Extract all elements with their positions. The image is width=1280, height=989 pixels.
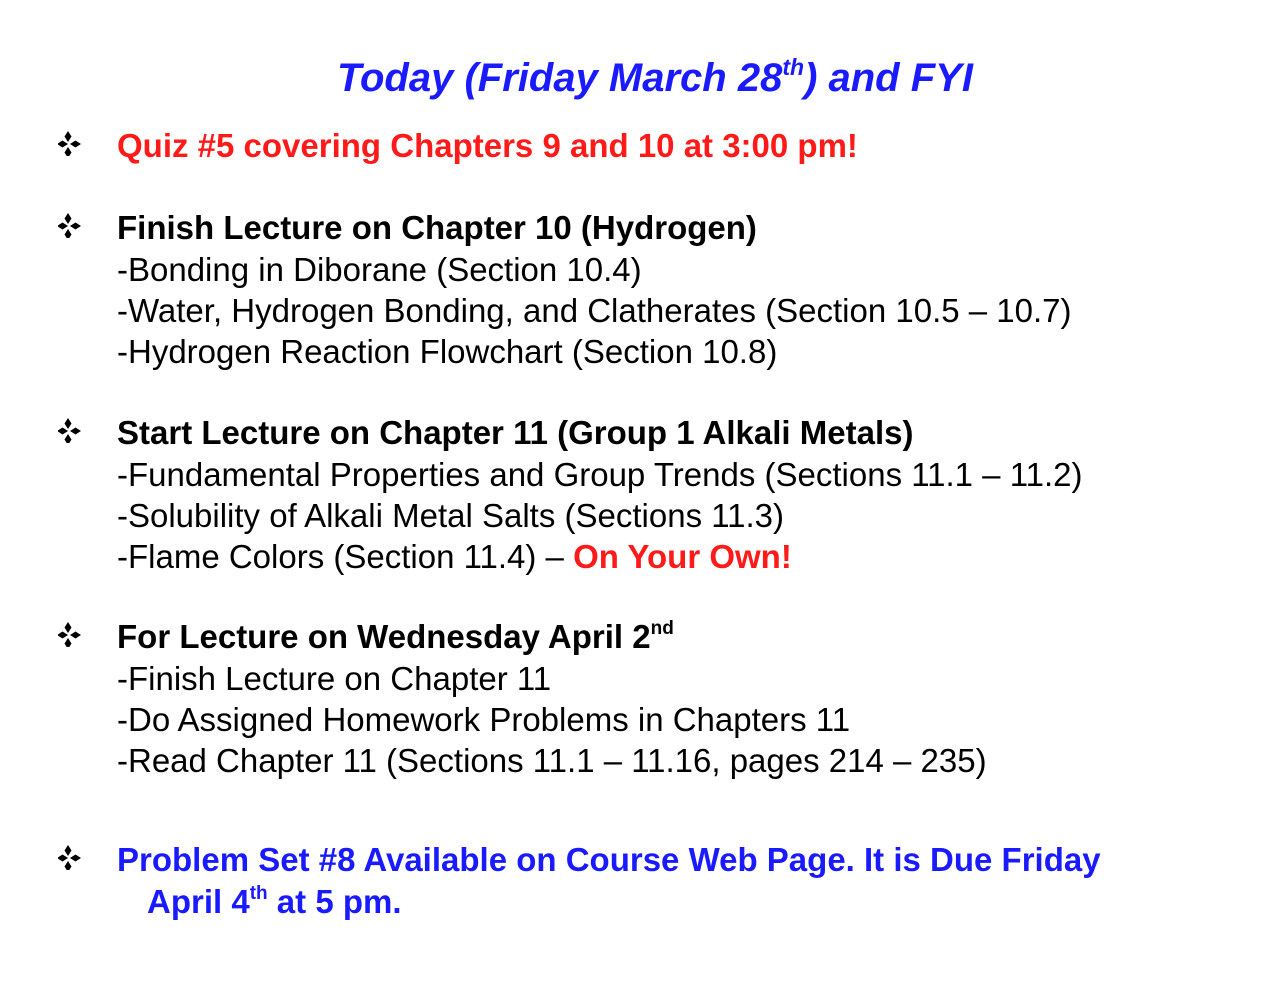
four-diamond-bullet-icon <box>58 130 90 162</box>
continuation-tail: at 5 pm. <box>267 883 402 920</box>
chapter-10-heading: Finish Lecture on Chapter 10 (Hydrogen) <box>117 209 757 246</box>
problem-set-heading: Problem Set #8 Available on Course Web Page. It is Due Friday <box>117 841 1101 878</box>
continuation-text: April 4 <box>147 883 250 920</box>
sub-item: -Hydrogen Reaction Flowchart (Section 10.8) <box>117 333 778 370</box>
sub-item-text: -Flame Colors (Section 11.4) – <box>117 538 574 575</box>
sub-item: -Solubility of Alkali Metal Salts (Sections 11.3) <box>117 497 785 534</box>
four-diamond-bullet-icon <box>58 417 90 449</box>
quiz-heading: Quiz #5 covering Chapters 9 and 10 at 3:00 pm! <box>117 127 858 164</box>
wednesday-heading-text: For Lecture on Wednesday April 2 <box>117 618 651 655</box>
title-main: Today (Friday March 28 <box>337 56 783 100</box>
on-your-own-emphasis: On Your Own! <box>573 538 792 575</box>
chapter-11-heading: Start Lecture on Chapter 11 (Group 1 Alkali Metals) <box>117 414 914 451</box>
sub-item-flame-colors <box>117 536 792 577</box>
problem-set-continuation <box>147 881 402 922</box>
sub-item: -Water, Hydrogen Bonding, and Clatherates (Section 10.5 – 10.7) <box>117 292 1072 329</box>
sub-item: -Do Assigned Homework Problems in Chapters 11 <box>117 701 851 738</box>
continuation-superscript: th <box>249 883 268 904</box>
title-superscript: th <box>782 54 805 80</box>
wednesday-heading-superscript: nd <box>650 618 674 639</box>
four-diamond-bullet-icon <box>58 844 90 876</box>
sub-item: -Read Chapter 11 (Sections 11.1 – 11.16, pages 214 – 235) <box>117 742 987 779</box>
sub-item: -Bonding in Diborane (Section 10.4) <box>117 251 642 288</box>
title-tail: ) and FYI <box>804 56 973 100</box>
sub-item: -Finish Lecture on Chapter 11 <box>117 660 552 697</box>
four-diamond-bullet-icon <box>58 621 90 653</box>
wednesday-heading <box>117 616 674 657</box>
four-diamond-bullet-icon <box>58 212 90 244</box>
page-title <box>0 56 1280 101</box>
sub-item: -Fundamental Properties and Group Trends (Sections 11.1 – 11.2) <box>117 456 1083 493</box>
